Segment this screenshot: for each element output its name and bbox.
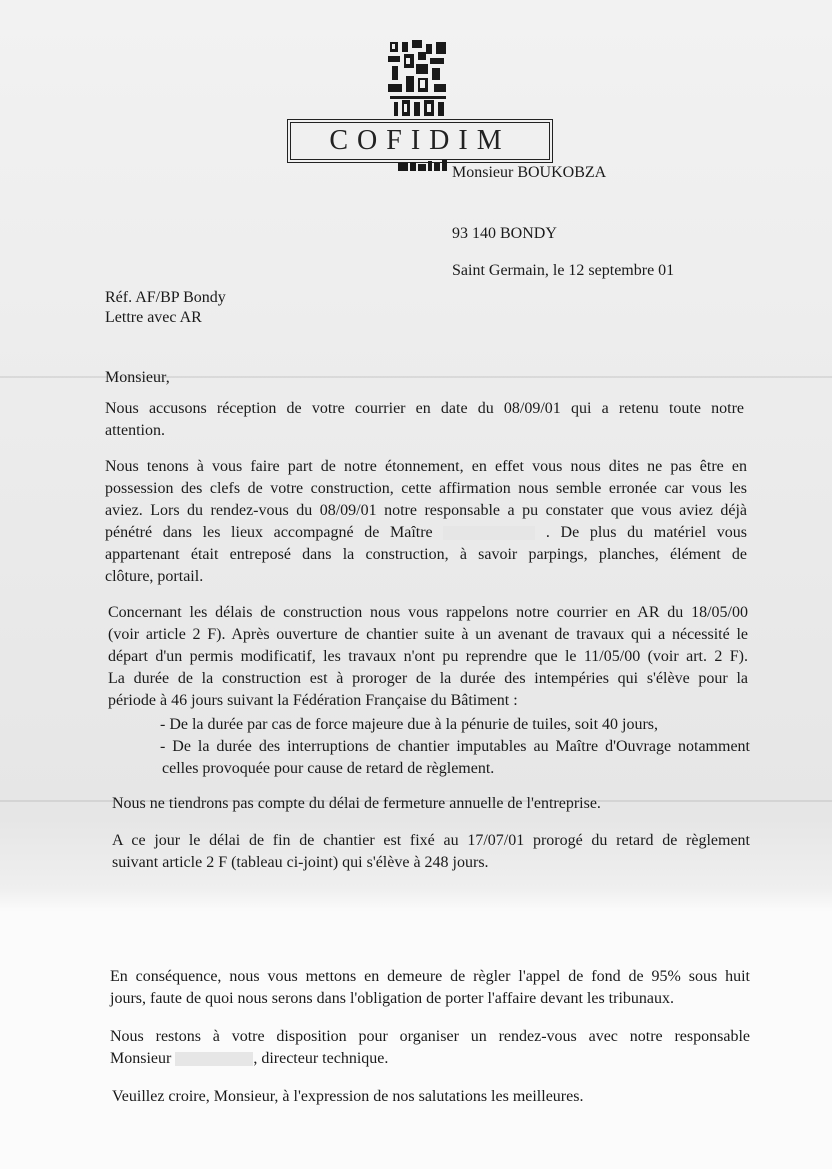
- paragraph-line: appartenant était entreposé dans la construction, à savoir parpings, planches, élément de: [105, 546, 747, 563]
- paragraph-line: Nous accusons réception de votre courrier en date du 08/09/01 qui a retenu toute notre: [105, 400, 744, 417]
- paragraph-line: [105, 522, 747, 544]
- logo-subtitle-mark-icon: [398, 160, 448, 172]
- paragraph-line: En conséquence, nous vous mettons en demeure de règler l'appel de fond de 95% sous huit: [110, 968, 750, 985]
- paragraph-6: [110, 966, 750, 1010]
- redacted-name: [443, 526, 535, 540]
- paragraph-line: La durée de la construction est à proroger de la durée des intempéries qui s'élève pour la: [108, 670, 748, 687]
- paragraph-fragment: , directeur technique.: [253, 1050, 389, 1067]
- recipient-name: Monsieur BOUKOBZA: [452, 164, 607, 181]
- sending-mode: Lettre avec AR: [105, 309, 202, 326]
- bullet-item: - De la durée des interruptions de chantier imputables au Maître d'Ouvrage notamment: [160, 738, 750, 755]
- paragraph-line: suivant article 2 F (tableau ci-joint) qui s'élève à 248 jours.: [112, 854, 489, 871]
- paragraph-line: A ce jour le délai de fin de chantier est fixé au 17/07/01 prorogé du retard de règlement: [112, 832, 750, 849]
- paragraph-line: Nous tenons à vous faire part de notre étonnement, en effet vous nous dites ne pas être en: [105, 458, 747, 475]
- paragraph-5: [112, 830, 750, 874]
- paragraph-line: clôture, portail.: [105, 568, 204, 585]
- paragraph-line: possession des clefs de votre construction, cette affirmation nous semble erronée car vous les: [105, 480, 747, 497]
- bullet-item: celles provoquée pour cause de retard de règlement.: [162, 760, 495, 777]
- paragraph-7: [110, 1026, 750, 1070]
- recipient-city: 93 140 BONDY: [452, 225, 557, 242]
- paragraph-line: période à 46 jours suivant la Fédération Française du Bâtiment :: [108, 692, 518, 709]
- paragraph-fragment: . De plus du matériel vous: [545, 524, 748, 541]
- paragraph-1: [105, 398, 744, 442]
- company-logo-icon: [388, 40, 448, 116]
- paragraph-fragment: Monsieur: [110, 1050, 172, 1067]
- paragraph-line: jours, faute de quoi nous serons dans l'obligation de porter l'affaire devant les tribunaux.: [110, 990, 674, 1007]
- paragraph-2: [105, 456, 747, 588]
- company-name: COFIDIM: [290, 122, 550, 160]
- paragraph-line: aviez. Lors du rendez-vous du 08/09/01 notre responsable a pu constater que vous aviez déjà: [105, 502, 747, 519]
- reference: Réf. AF/BP Bondy: [105, 289, 226, 306]
- paragraph-line: Concernant les délais de construction nous vous rappelons notre courrier en AR du 18/05/00: [108, 604, 748, 621]
- paragraph-3: [108, 602, 748, 712]
- paragraph-line: [110, 1048, 750, 1070]
- paragraph-line: (voir article 2 F). Après ouverture de chantier suite à un avenant de travaux qui a nécessité le: [108, 626, 748, 643]
- paragraph-4: Nous ne tiendrons pas compte du délai de fermeture annuelle de l'entreprise.: [112, 795, 601, 812]
- salutation: Monsieur,: [105, 369, 170, 386]
- redacted-name: [175, 1052, 253, 1066]
- paragraph-line: départ d'un permis modificatif, les travaux n'ont pu reprendre que le 11/05/00 (voir art. 2 F).: [108, 648, 748, 665]
- closing: Veuillez croire, Monsieur, à l'expression de nos salutations les meilleures.: [112, 1088, 584, 1105]
- place-date: Saint Germain, le 12 septembre 01: [452, 262, 675, 279]
- bullet-item: - De la durée par cas de force majeure due à la pénurie de tuiles, soit 40 jours,: [160, 716, 659, 733]
- paragraph-line: Nous restons à votre disposition pour organiser un rendez-vous avec notre responsable: [110, 1028, 750, 1045]
- paragraph-line: attention.: [105, 422, 165, 439]
- paragraph-fragment: pénétré dans les lieux accompagné de Maître: [105, 524, 433, 541]
- bullet-list: [160, 714, 750, 780]
